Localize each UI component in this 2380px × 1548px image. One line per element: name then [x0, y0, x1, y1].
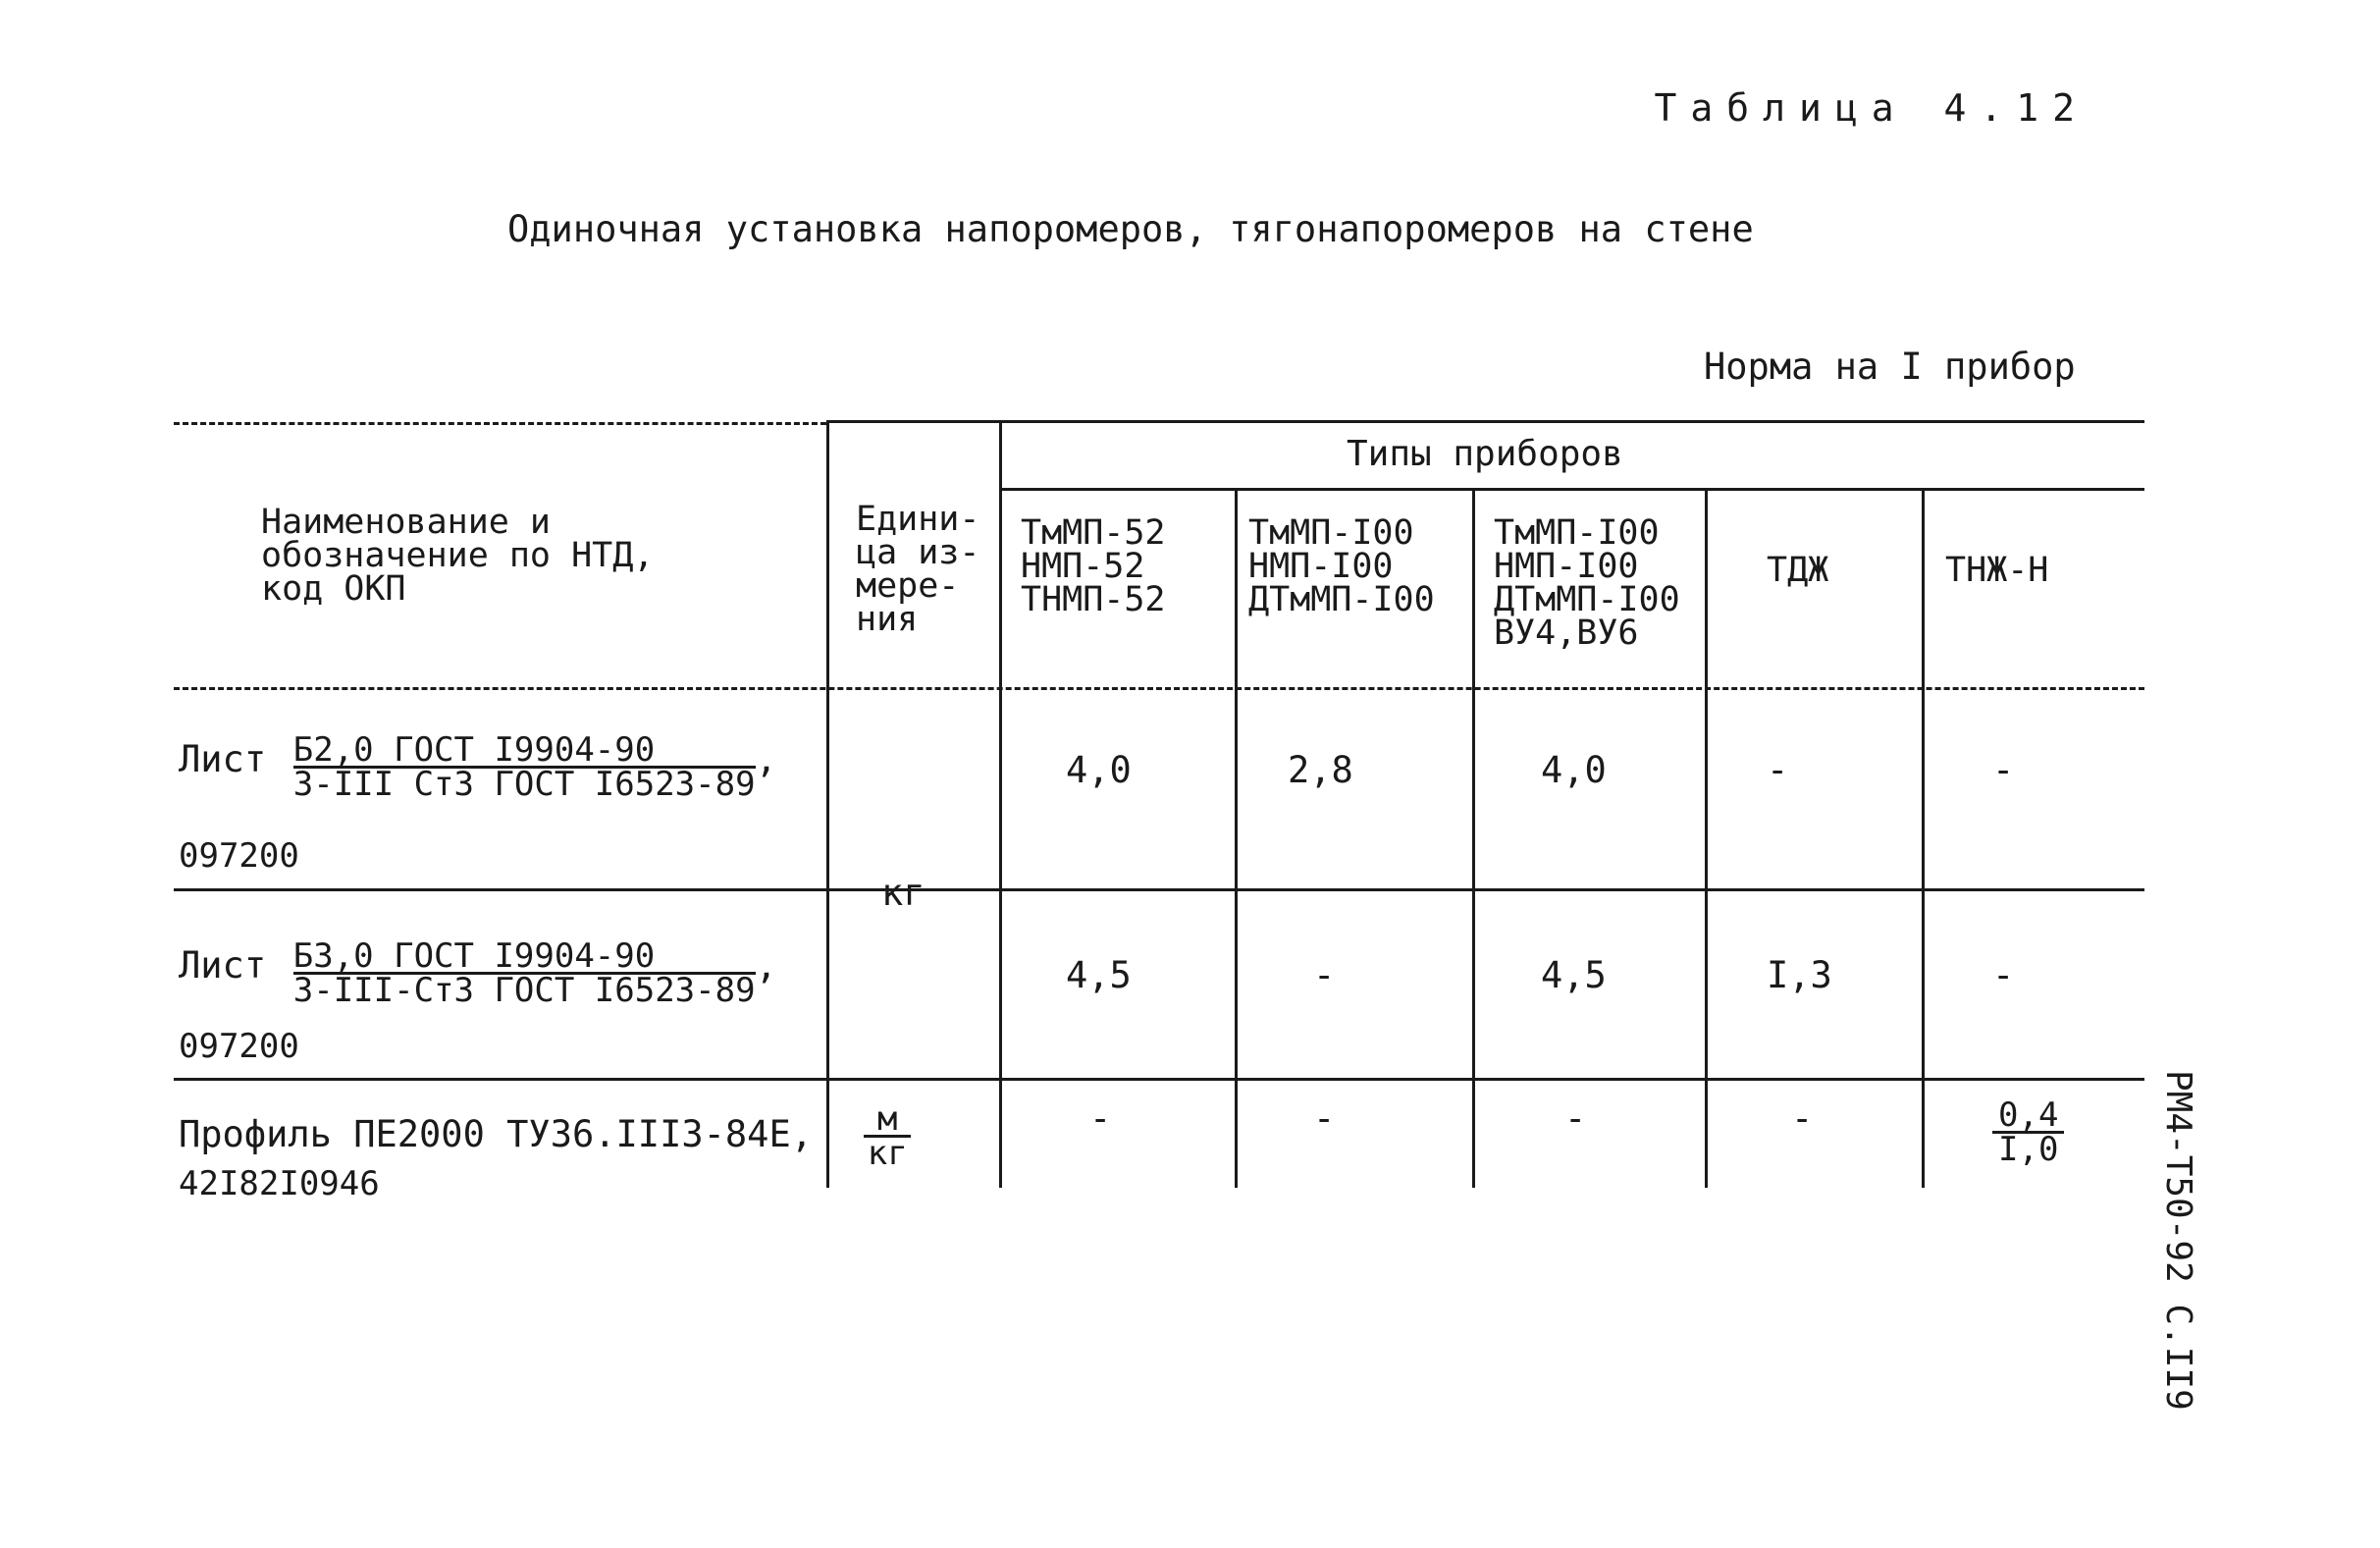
row-1-value: 2,8	[1288, 749, 1353, 791]
header-type-5	[1945, 551, 2049, 590]
row-2-value: -	[1992, 954, 2015, 996]
type-line: ТНМП-52	[1021, 580, 1166, 619]
unit-fraction	[864, 1099, 911, 1173]
fraction-bottom: кг	[867, 1134, 908, 1173]
fraction-bottom: 3-III Ст3 ГОСТ I6523-89	[292, 765, 756, 804]
table-title: Одиночная установка напоромеров, тягонапоромеров на стене	[507, 208, 1754, 250]
header-name-line: обозначение по НТД,	[261, 536, 655, 575]
norm-note: Норма на I прибор	[1704, 346, 2076, 388]
header-type-4	[1767, 551, 1829, 590]
row-1-code: 097200	[179, 836, 299, 876]
row-3-name: Профиль ПЕ2000 ТУ36.III3-84Е,	[179, 1113, 814, 1155]
type-line: НМП-I00	[1248, 547, 1394, 586]
header-name-col	[261, 503, 655, 609]
row-1-value: 4,0	[1541, 749, 1607, 791]
header-type-2	[1248, 513, 1435, 619]
header-unit-col	[856, 500, 980, 639]
value-fraction	[1992, 1095, 2064, 1169]
row-1-value: -	[1767, 749, 1789, 791]
row-1-name: Лист $\frac{\text{Б2,0 ГОСТ I9904-90}}{\text{3-III Ст3 ГОСТ I6523-89}}$ ,	[179, 730, 777, 804]
header-types-group: Типы приборов	[1347, 434, 1623, 474]
row-2-value: 4,5	[1066, 954, 1132, 996]
row-3-value: -	[1791, 1097, 1814, 1140]
row-1-value: 4,0	[1066, 749, 1132, 791]
type-line: ТмМП-I00	[1248, 513, 1414, 553]
row-fraction	[292, 730, 756, 804]
fraction-bottom: I,0	[1998, 1130, 2059, 1169]
fraction-top: 0,4	[1992, 1099, 2064, 1134]
side-document-code: РМ4-Т50-92 С.II9	[2158, 1070, 2198, 1411]
header-type-1	[1021, 513, 1166, 619]
header-type-3	[1494, 513, 1680, 653]
row-3-value: -	[1089, 1097, 1112, 1140]
type-line: ДТмМП-I00	[1494, 580, 1680, 619]
header-unit-line: мере-	[856, 566, 960, 606]
row-3-unit	[864, 1099, 911, 1173]
row-3-value: -	[1313, 1097, 1336, 1140]
type-line: НМП-I00	[1494, 547, 1639, 586]
fraction-top: Б2,0 ГОСТ I9904-90	[293, 734, 756, 769]
shared-unit: кг	[881, 872, 926, 914]
header-name-line: код ОКП	[261, 569, 406, 609]
row-2-value: 4,5	[1541, 954, 1607, 996]
header-unit-line: Едини-	[856, 500, 980, 539]
fraction-top: м	[864, 1103, 911, 1138]
type-line: ТмМП-52	[1021, 513, 1166, 553]
row-3-value: -	[1564, 1097, 1587, 1140]
type-line: ТНЖ-Н	[1945, 551, 2049, 590]
row-1-value: -	[1992, 749, 2015, 791]
row-2-code: 097200	[179, 1027, 299, 1066]
row-2-value: -	[1313, 954, 1336, 996]
row-prefix: Лист	[179, 944, 267, 987]
fraction-top: Б3,0 ГОСТ I9904-90	[293, 940, 756, 975]
row-3-last-value	[1992, 1095, 2064, 1169]
header-unit-line: ца из-	[856, 533, 980, 572]
row-2-name: Лист $\frac{\text{Б3,0 ГОСТ I9904-90}}{\text{3-III-Ст3 ГОСТ I6523-89}}$ ,	[179, 936, 777, 1010]
header-name-line: Наименование и	[261, 503, 552, 542]
type-line: ДТмМП-I00	[1248, 580, 1435, 619]
type-line: ТмМП-I00	[1494, 513, 1660, 553]
type-line: ВУ4,ВУ6	[1494, 614, 1639, 653]
type-line: НМП-52	[1021, 547, 1145, 586]
table-label: Таблица 4.12	[1654, 86, 2089, 130]
row-prefix: Лист	[179, 738, 267, 780]
type-line: ТДЖ	[1767, 551, 1829, 590]
row-fraction	[292, 936, 756, 1010]
fraction-bottom: 3-III-Ст3 ГОСТ I6523-89	[292, 971, 756, 1010]
row-2-value: I,3	[1767, 954, 1832, 996]
header-unit-line: ния	[856, 600, 919, 639]
row-3-code: 42I82I0946	[179, 1164, 380, 1203]
